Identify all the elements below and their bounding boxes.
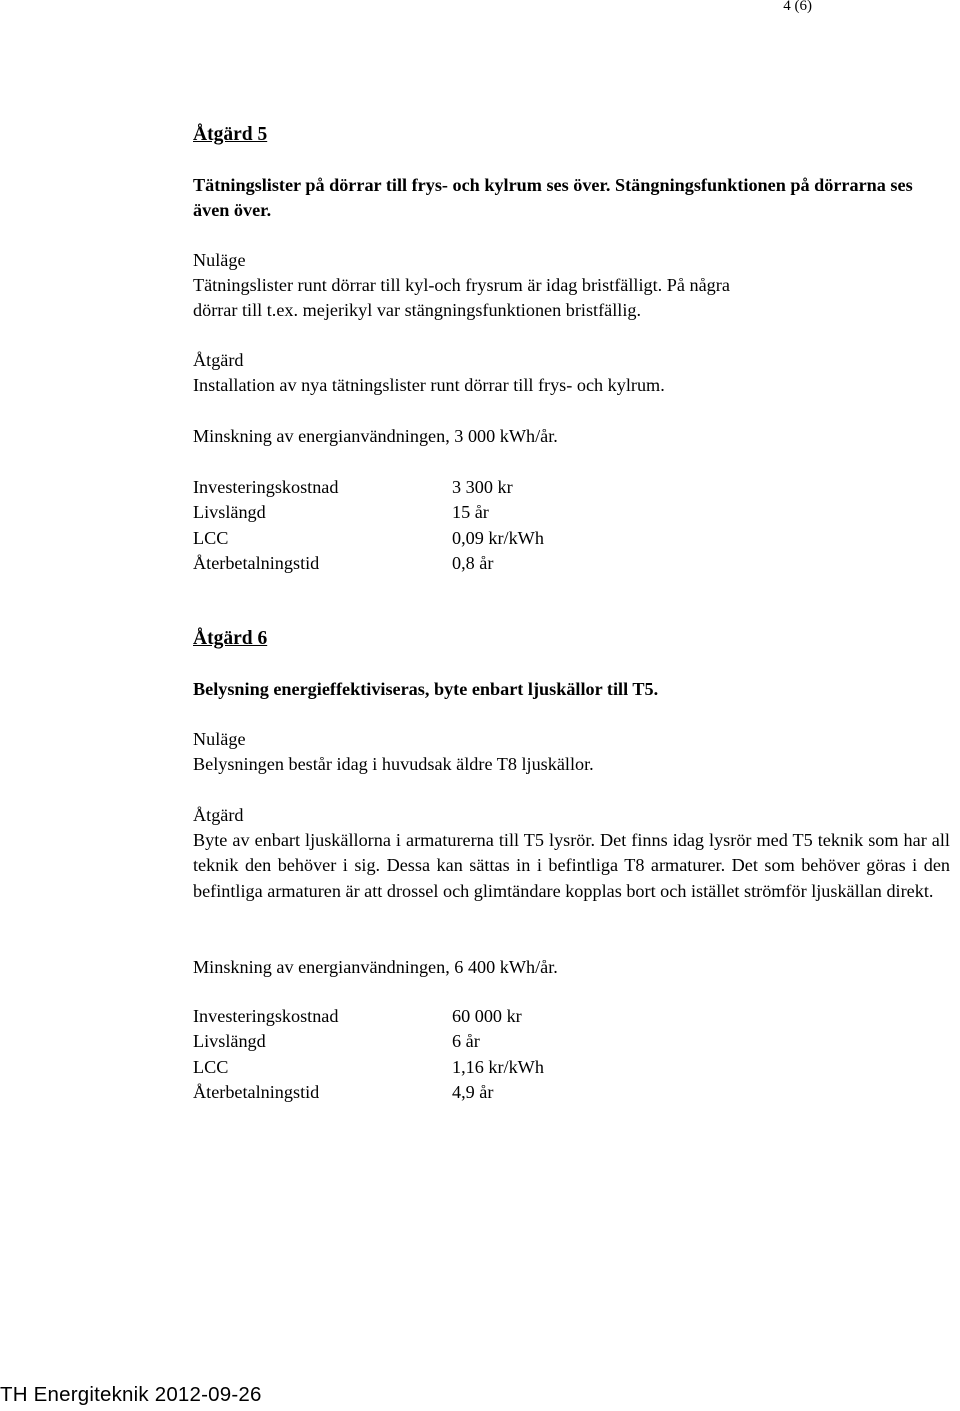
cost-value: 15 år bbox=[452, 502, 489, 523]
atgard-text: Byte av enbart ljuskällorna i armaturerna till T5 lysrör. Det finns idag lysrör med T5 teknik som har all teknik den behöver i sig. Dessa kan sättas in i befintliga T8 armaturer. Det som behöver göras i den befintliga armaturen är att drossel och glimtändare kopplas bort och istället strömför ljuskällan direkt. bbox=[193, 830, 950, 901]
cost-row bbox=[193, 1080, 753, 1105]
nulage-label: Nuläge bbox=[193, 250, 246, 270]
cost-value: 0,09 kr/kWh bbox=[452, 527, 544, 548]
energy-reduction: Minskning av energianvändningen, 3 000 kWh/år. bbox=[193, 426, 558, 446]
cost-label: Livslängd bbox=[193, 1031, 266, 1052]
cost-value: 3 300 kr bbox=[452, 477, 513, 497]
cost-label: Investeringskostnad bbox=[193, 1006, 339, 1026]
atgard-label: Åtgärd bbox=[193, 350, 244, 370]
section-heading-atgard-6: Åtgärd 6 bbox=[193, 628, 268, 649]
nulage-label: Nuläge bbox=[193, 729, 246, 749]
cost-value: 4,9 år bbox=[452, 1081, 494, 1102]
nulage-text: Belysningen består idag i huvudsak äldre T8 ljuskällor. bbox=[193, 754, 594, 774]
cost-value: 60 000 kr bbox=[452, 1006, 522, 1026]
cost-value: 1,16 kr/kWh bbox=[452, 1056, 544, 1077]
page-number: 4 (6) bbox=[783, 0, 812, 14]
cost-row bbox=[193, 1004, 753, 1029]
cost-table bbox=[193, 1004, 753, 1105]
cost-value: 6 år bbox=[452, 1031, 480, 1052]
cost-label: Livslängd bbox=[193, 502, 266, 523]
cost-label: Investeringskostnad bbox=[193, 477, 339, 497]
page-footer: TH Energiteknik 2012-09-26 bbox=[0, 1383, 262, 1406]
section-summary-atgard-6: Belysning energieffektiviseras, byte enbart ljuskällor till T5. bbox=[193, 679, 659, 699]
cost-row bbox=[193, 551, 753, 576]
energy-reduction: Minskning av energianvändningen, 6 400 kWh/år. bbox=[193, 957, 558, 977]
atgard-label: Åtgärd bbox=[193, 805, 244, 825]
cost-row bbox=[193, 500, 753, 525]
section-heading-atgard-5: Åtgärd 5 bbox=[193, 124, 268, 145]
cost-label: LCC bbox=[193, 1056, 229, 1077]
cost-table bbox=[193, 475, 753, 576]
cost-row bbox=[193, 526, 753, 551]
cost-row bbox=[193, 1055, 753, 1080]
atgard-text: Installation av nya tätningslister runt dörrar till frys- och kylrum. bbox=[193, 375, 665, 395]
cost-label: Återbetalningstid bbox=[193, 552, 320, 573]
cost-label: Återbetalningstid bbox=[193, 1081, 320, 1102]
cost-row bbox=[193, 475, 753, 500]
cost-label: LCC bbox=[193, 527, 229, 548]
cost-value: 0,8 år bbox=[452, 552, 494, 573]
section-summary-atgard-5: Tätningslister på dörrar till frys- och kylrum ses över. Stängningsfunktionen på dörrarna ses även över. bbox=[193, 175, 913, 221]
cost-row bbox=[193, 1029, 753, 1054]
nulage-text: Tätningslister runt dörrar till kyl-och frysrum är idag bristfälligt. På några dörrar till t.ex. mejerikyl var stängningsfunktionen bristfällig. bbox=[193, 275, 730, 321]
